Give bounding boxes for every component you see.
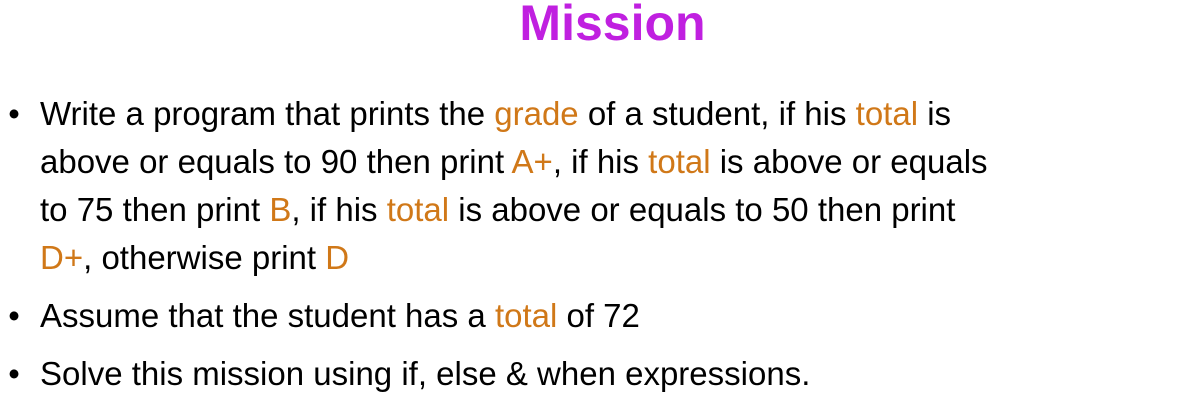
bullet-item [0, 292, 1200, 340]
bullet-text: is [918, 95, 952, 132]
bullet-line [40, 350, 1200, 398]
highlighted-term: D+ [40, 239, 84, 276]
slide-title: Mission [519, 0, 706, 51]
bullet-text: of a student, if his [578, 95, 856, 132]
bullet-dot-icon: • [8, 355, 20, 392]
bullet-text: is above or equals [710, 143, 988, 180]
highlighted-term: grade [494, 95, 579, 132]
bullet-text: above or equals to 90 then print [40, 143, 512, 180]
highlighted-term: A+ [511, 143, 553, 180]
bullet-dot-icon: • [8, 297, 20, 334]
highlighted-term: D [325, 239, 350, 276]
bullet-text: to 75 then print [40, 191, 270, 228]
bullet-item [0, 90, 1200, 282]
highlighted-term: total [386, 191, 450, 228]
bullet-list [0, 90, 1200, 408]
bullet-text: , if his [291, 191, 387, 228]
bullet-line [40, 234, 1200, 282]
bullet-item [0, 350, 1200, 398]
bullet-text: , otherwise print [83, 239, 326, 276]
highlighted-term: total [494, 297, 558, 334]
bullet-text: is above or equals to 50 then print [449, 191, 956, 228]
bullet-text: Write a program that prints the [40, 95, 495, 132]
bullet-text: of 72 [557, 297, 640, 334]
bullet-dot-icon: • [8, 95, 20, 132]
bullet-line [40, 292, 1200, 340]
bullet-text: , if his [552, 143, 649, 180]
bullet-text: Assume that the student has a [40, 297, 495, 334]
highlighted-term: B [269, 191, 292, 228]
highlighted-term: total [648, 143, 711, 180]
highlighted-term: total [855, 95, 919, 132]
bullet-line [40, 90, 1200, 138]
bullet-line [40, 186, 1200, 234]
bullet-text: Solve this mission using if, else & when expressions. [40, 355, 811, 392]
bullet-line [40, 138, 1200, 186]
